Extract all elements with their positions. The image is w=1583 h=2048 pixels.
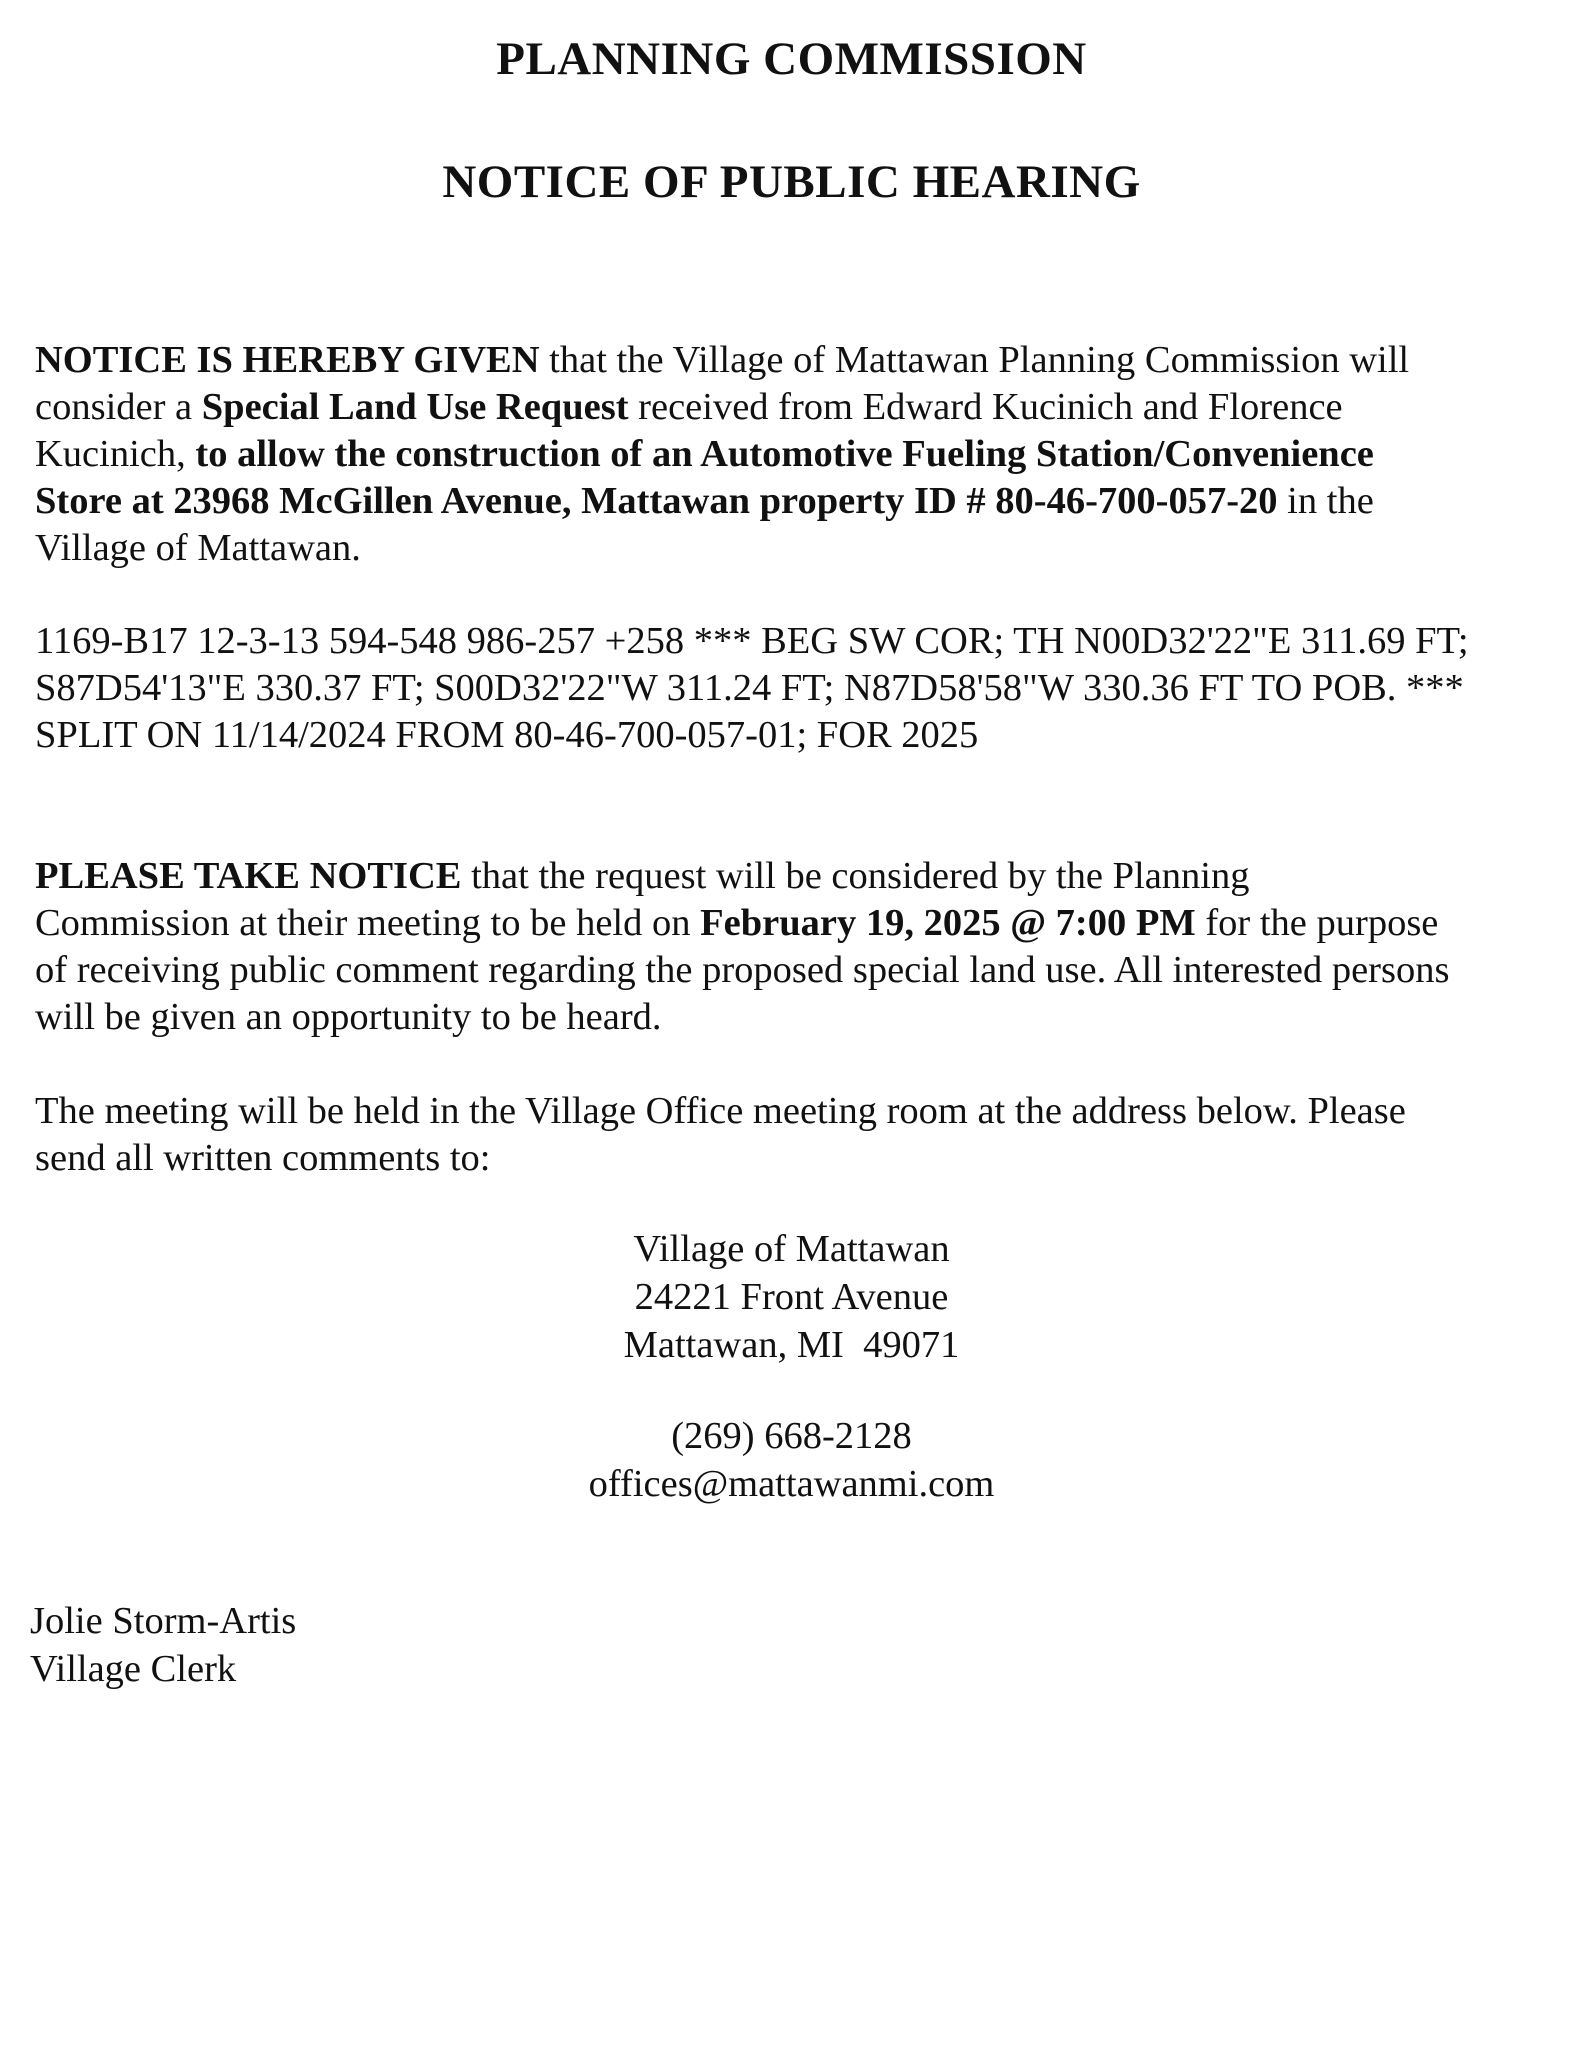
address-city: Mattawan, MI 49071 [623, 1324, 960, 1366]
take-notice-line-2 [35, 900, 1555, 947]
request-purpose: to allow the construction of an Automotive Fueling Station/Convenience [195, 433, 1374, 475]
notice-paragraph [35, 337, 1555, 572]
document-title: PLANNING COMMISSION [496, 33, 1087, 85]
meeting-line: The meeting will be held in the Village Office meeting room at the address below. Please [35, 1090, 1406, 1132]
meeting-datetime: February 19, 2025 @ 7:00 PM [700, 902, 1196, 944]
take-notice-line-1 [35, 853, 1555, 900]
meeting-paragraph [35, 1088, 1555, 1182]
signer-name: Jolie Storm-Artis [30, 1600, 297, 1642]
notice-lead: NOTICE IS HEREBY GIVEN [35, 339, 540, 381]
notice-line-4 [35, 478, 1555, 525]
take-notice-text: for the purpose [1195, 902, 1439, 944]
take-notice-text: Commission at their meeting to be held on [35, 902, 701, 944]
notice-text: Village of Mattawan. [35, 527, 361, 569]
take-notice-line-3: of receiving public comment regarding the proposed special land use. All interested persons [35, 949, 1450, 991]
notice-line-2 [35, 384, 1555, 431]
notice-text: that the Village of Mattawan Planning Commission will [539, 339, 1410, 381]
signature-block [30, 1597, 296, 1693]
contact-email: offices@mattawanmi.com [588, 1463, 995, 1505]
take-notice-lead: PLEASE TAKE NOTICE [35, 855, 462, 897]
legal-line: SPLIT ON 11/14/2024 FROM 80-46-700-057-01; FOR 2025 [35, 714, 979, 756]
legal-line: S87D54'13"E 330.37 FT; S00D32'22"W 311.24 FT; N87D58'58"W 330.36 FT TO POB. *** [35, 667, 1464, 709]
signer-title: Village Clerk [30, 1648, 237, 1690]
contact-info [0, 1412, 1583, 1508]
contact-phone: (269) 668-2128 [671, 1415, 912, 1457]
notice-text: Kucinich, [35, 433, 196, 475]
notice-line-1 [35, 337, 1555, 384]
property-location: Store at 23968 McGillen Avenue, Mattawan property ID # 80-46-700-057-20 [35, 480, 1278, 522]
notice-line-5 [35, 525, 1555, 572]
request-type: Special Land Use Request [201, 386, 629, 428]
take-notice-line-4: will be given an opportunity to be heard. [35, 996, 662, 1038]
address-name: Village of Mattawan [633, 1228, 950, 1270]
address-street: 24221 Front Avenue [634, 1276, 949, 1318]
notice-text: in the [1277, 480, 1374, 522]
legal-description [35, 618, 1555, 759]
notice-text: received from Edward Kucinich and Florence [628, 386, 1343, 428]
take-notice-text: that the request will be considered by the Planning [461, 855, 1250, 897]
document-subtitle: NOTICE OF PUBLIC HEARING [442, 156, 1141, 208]
take-notice-paragraph [35, 853, 1555, 1041]
legal-line: 1169-B17 12-3-13 594-548 986-257 +258 *** BEG SW COR; TH N00D32'22"E 311.69 FT; [35, 620, 1469, 662]
notice-line-3 [35, 431, 1555, 478]
notice-text: consider a [35, 386, 202, 428]
meeting-line: send all written comments to: [35, 1137, 491, 1179]
mailing-address [0, 1225, 1583, 1369]
